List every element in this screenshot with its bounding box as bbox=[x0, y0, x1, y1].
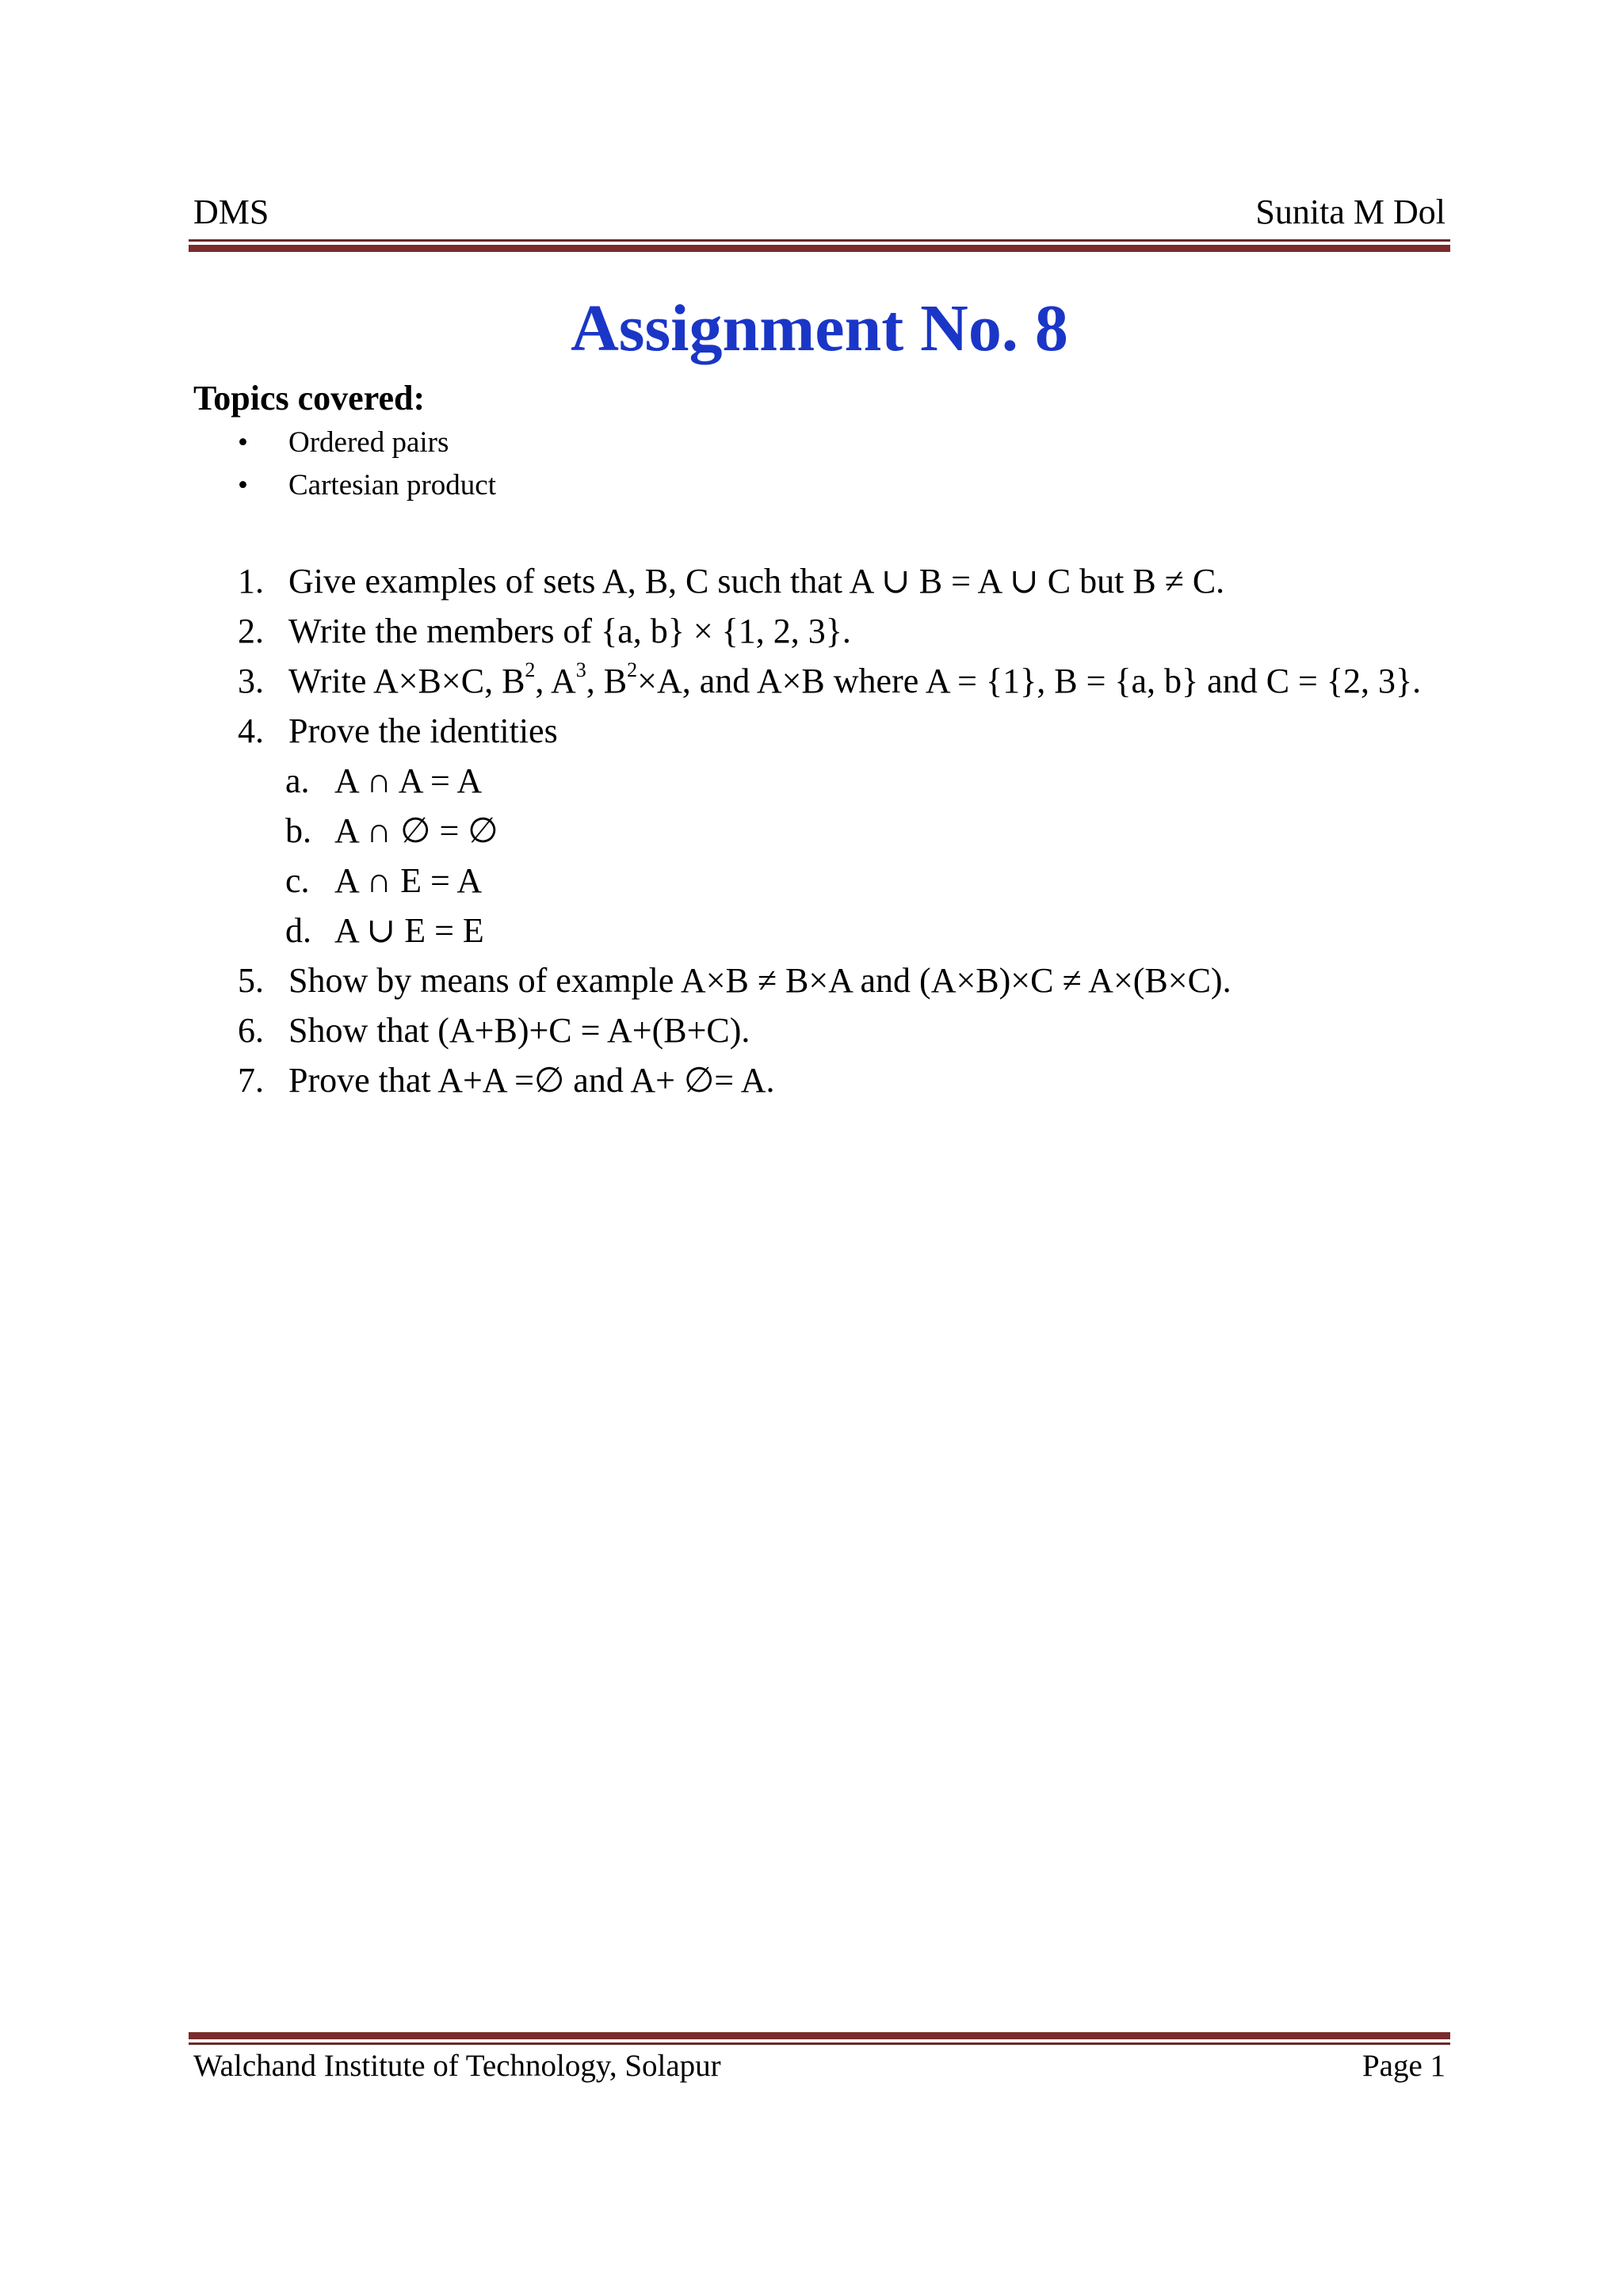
subpart-b bbox=[238, 806, 1442, 856]
question-text: Write the members of {a, b} × {1, 2, 3}. bbox=[288, 612, 851, 650]
topic-item bbox=[238, 421, 496, 464]
question-number: 1. bbox=[238, 562, 264, 601]
topic-item bbox=[238, 464, 496, 507]
subpart-letter: d. bbox=[285, 911, 311, 950]
question-text: Prove that A+A =∅ and A+ ∅= A. bbox=[288, 1061, 775, 1100]
question-6 bbox=[238, 1005, 1442, 1055]
subpart-letter: a. bbox=[285, 761, 310, 800]
subpart-c bbox=[238, 856, 1442, 906]
question-number: 7. bbox=[238, 1061, 264, 1100]
subpart-text: A ∩ A = A bbox=[334, 761, 483, 800]
question-1 bbox=[238, 556, 1442, 606]
question-5 bbox=[238, 955, 1442, 1005]
question-number: 4. bbox=[238, 711, 264, 750]
question-text: Write A×B×C, $B^2$, $A^3$, $B^2\times A$, and A×B where A = {1}, B = {a, b} and C = {2, 3}. bbox=[288, 658, 1422, 700]
question-text: Prove the identities bbox=[288, 711, 558, 750]
superscript: 2 bbox=[525, 658, 536, 682]
topics-list bbox=[238, 421, 496, 507]
footer-institute: Walchand Institute of Technology, Solapur bbox=[193, 2049, 721, 2083]
question-number: 6. bbox=[238, 1011, 264, 1050]
bullet-icon: • bbox=[238, 426, 248, 459]
question-7 bbox=[238, 1055, 1442, 1105]
subpart-d bbox=[238, 906, 1442, 955]
topic-text: Cartesian product bbox=[288, 469, 496, 502]
question-text: Give examples of sets A, B, C such that A ∪ B = A ∪ C but B ≠ C. bbox=[288, 562, 1225, 601]
question-number: 5. bbox=[238, 961, 264, 1000]
footer-rule bbox=[189, 2032, 1450, 2045]
subpart-text: A ∩ E = A bbox=[334, 861, 483, 900]
topics-heading: Topics covered: bbox=[193, 379, 426, 418]
superscript: 2 bbox=[627, 658, 638, 682]
subpart-a bbox=[238, 756, 1442, 806]
question-2 bbox=[238, 606, 1442, 656]
subpart-letter: c. bbox=[285, 861, 310, 900]
subpart-text: A ∪ E = E bbox=[334, 911, 484, 950]
question-number: 2. bbox=[238, 612, 264, 650]
question-list bbox=[238, 556, 1442, 1105]
header-author: Sunita M Dol bbox=[1255, 193, 1445, 231]
question-4-subparts bbox=[238, 756, 1442, 955]
superscript: 3 bbox=[575, 658, 586, 682]
question-text: Show by means of example A×B ≠ B×A and (A×B)×C ≠ A×(B×C). bbox=[288, 961, 1232, 1000]
question-4 bbox=[238, 706, 1442, 756]
question-text: Show that (A+B)+C = A+(B+C). bbox=[288, 1011, 750, 1050]
subpart-letter: b. bbox=[285, 811, 311, 850]
page-number: Page 1 bbox=[1361, 2049, 1445, 2083]
header-course: DMS bbox=[193, 193, 269, 231]
topic-text: Ordered pairs bbox=[288, 426, 449, 459]
question-3 bbox=[238, 656, 1442, 706]
subpart-text: A ∩ ∅ = ∅ bbox=[334, 811, 498, 850]
bullet-icon: • bbox=[238, 469, 248, 502]
question-number: 3. bbox=[238, 662, 264, 700]
header-rule bbox=[189, 239, 1450, 252]
page-title: Assignment No. 8 bbox=[571, 292, 1068, 365]
